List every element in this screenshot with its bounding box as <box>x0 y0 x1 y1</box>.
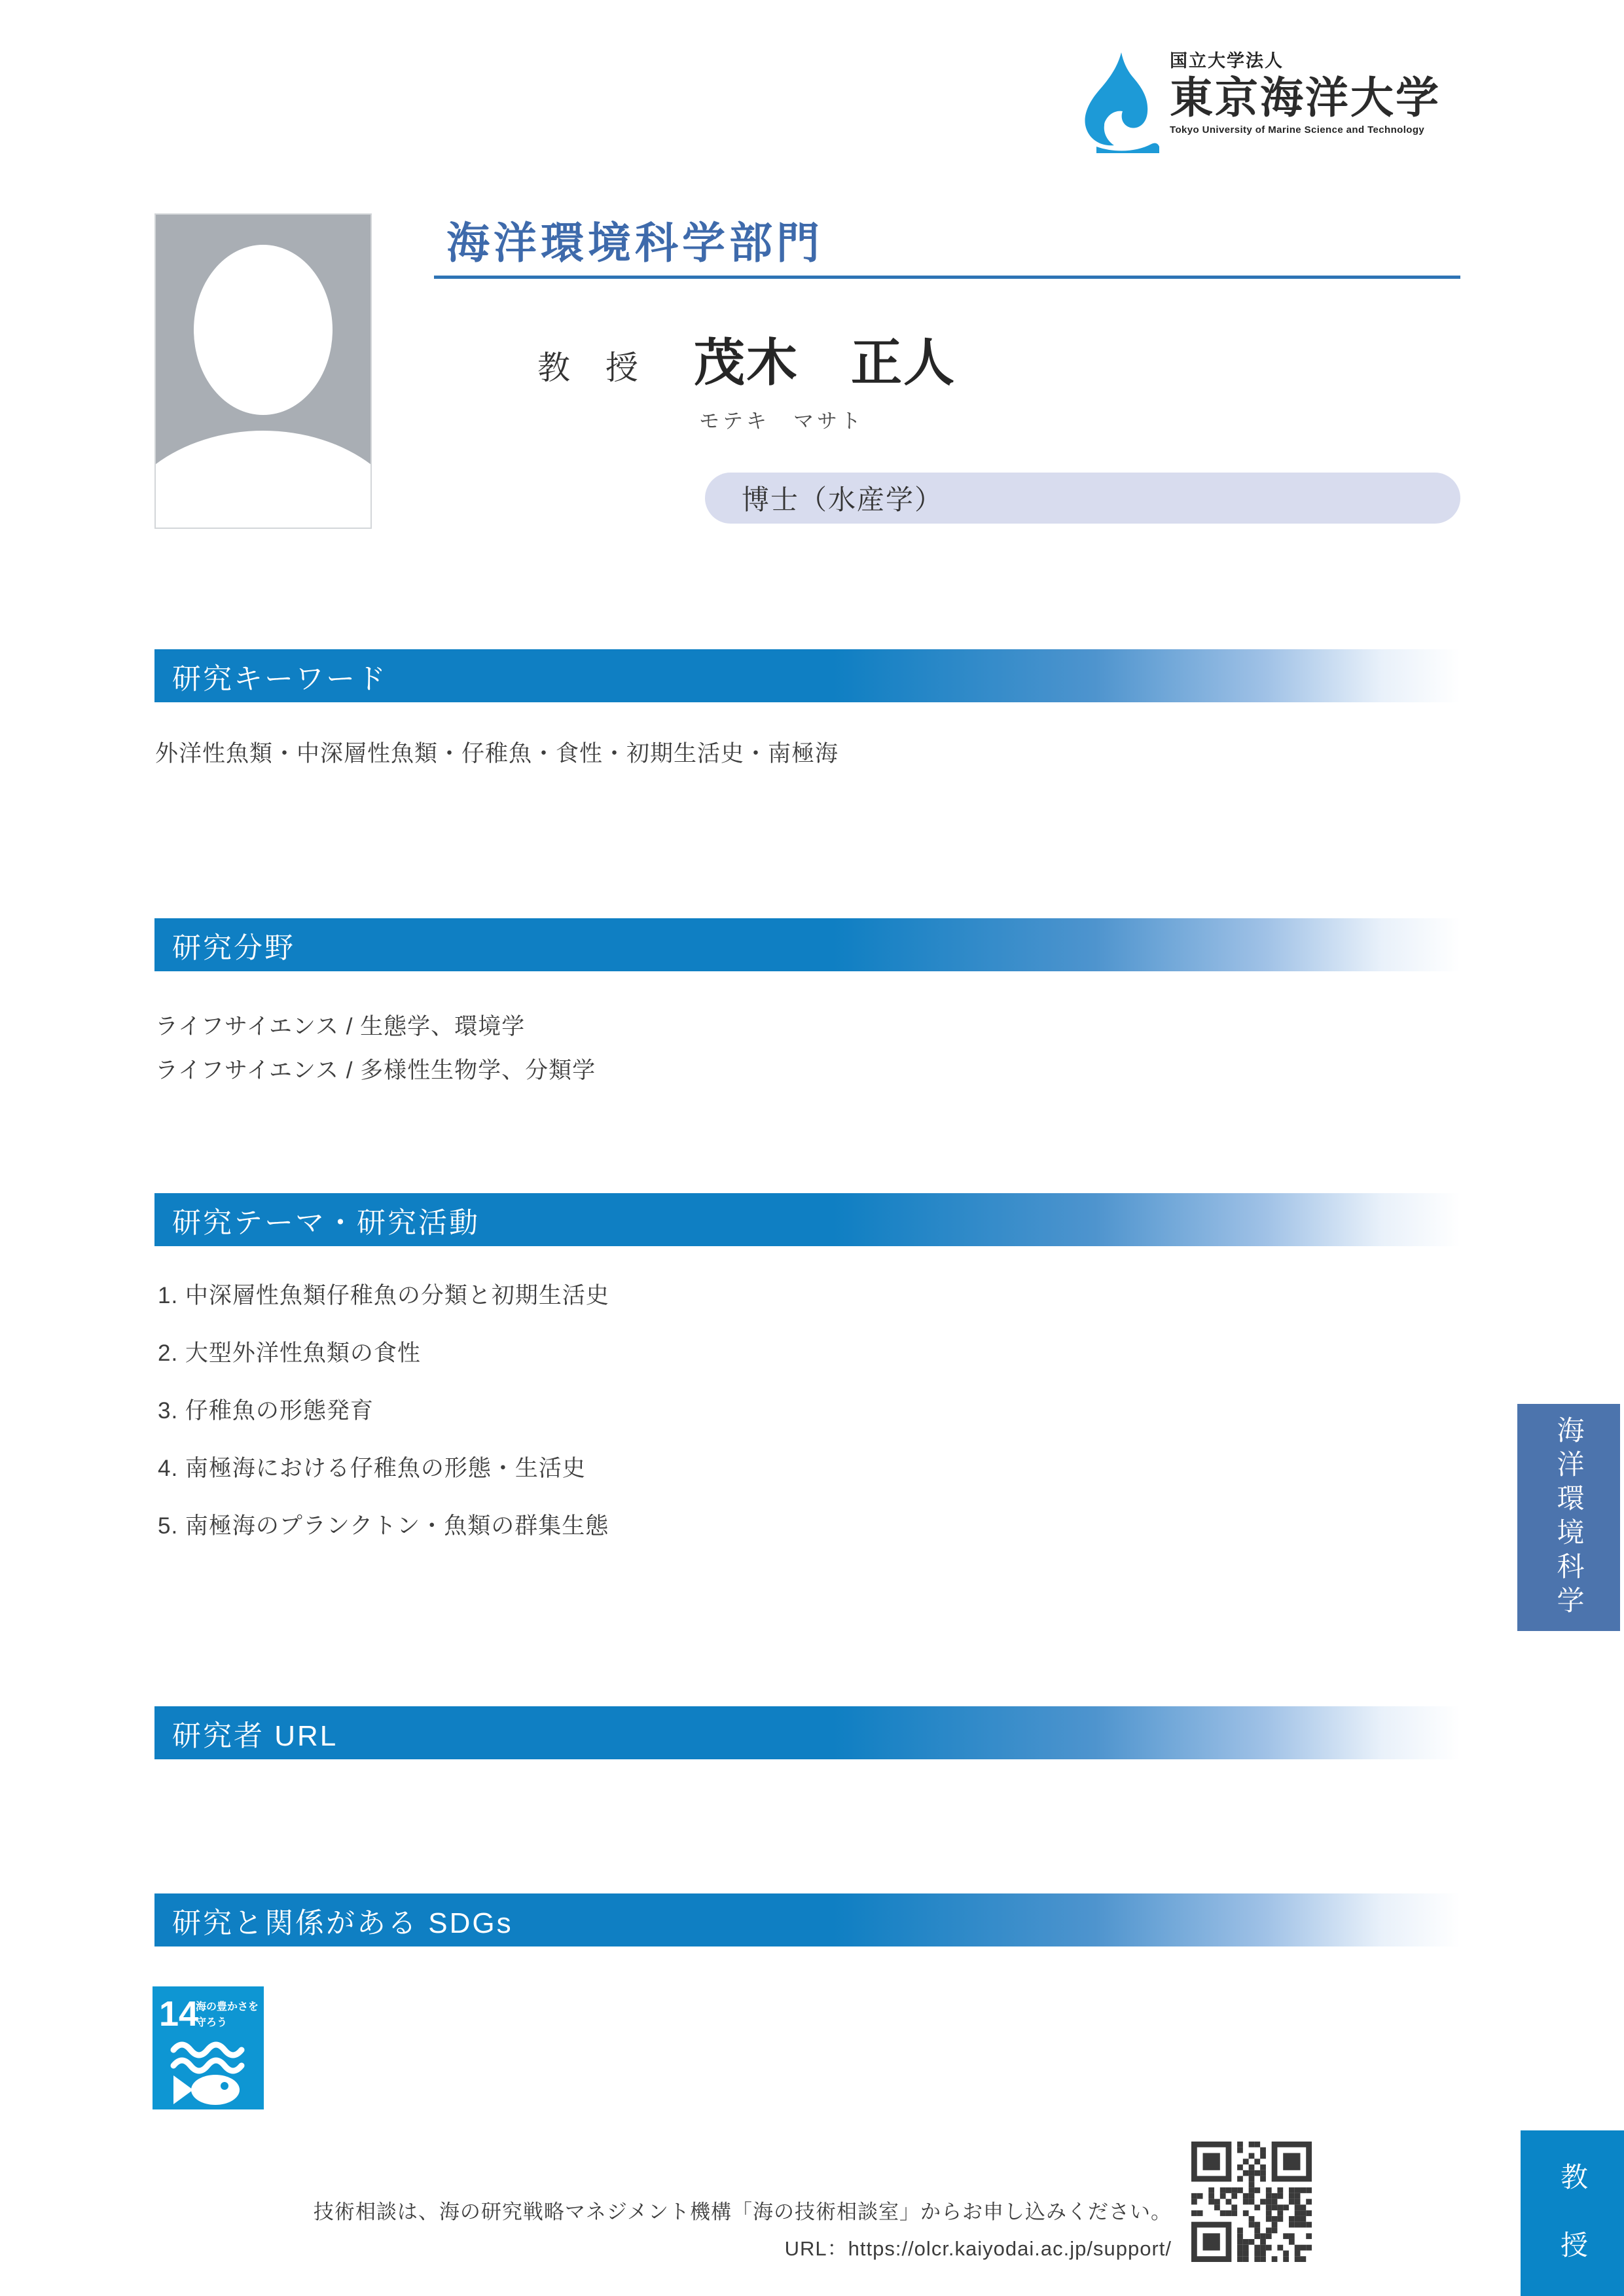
degree-badge-label: 博士（水産学） <box>742 484 944 515</box>
theme-item: 5. 南極海のプランクトン・魚類の群集生態 <box>158 1513 609 1539</box>
sdg14-label-line2: 守ろう <box>196 2017 228 2028</box>
field-item: ライフサイエンス / 多様性生物学、分類学 <box>155 1058 596 1083</box>
profile-photo-placeholder <box>154 213 372 529</box>
theme-item: 3. 仔稚魚の形態発育 <box>158 1398 374 1424</box>
footer-url-line[interactable]: URL：https://olcr.kaiyodai.ac.jp/support/ <box>784 2237 1172 2260</box>
wave-logo-icon <box>1077 51 1159 153</box>
logo-university-name: 東京海洋大学 <box>1170 73 1441 122</box>
silhouette-head <box>194 245 333 415</box>
logo-university-name-en: Tokyo University of Marine Science and Technology <box>1170 124 1425 136</box>
section-heading-text: 研究と関係がある SDGs <box>172 1907 513 1939</box>
side-tab-department-field <box>1517 1404 1620 1631</box>
section-heading-text: 研究キーワード <box>172 662 388 695</box>
position-label: 教 授 <box>537 350 640 386</box>
person-name-kana: モテキ マサト <box>699 410 864 433</box>
sdg14-icon <box>153 1986 264 2109</box>
theme-item: 2. 大型外洋性魚類の食性 <box>158 1340 421 1366</box>
sdg14-label-line1: 海の豊かさを <box>196 2001 259 2013</box>
section-header-keywords <box>154 649 1460 702</box>
footer-note-line: 技術相談は、海の研究戦略マネジメント機構「海の技術相談室」からお申し込みください。 <box>313 2200 1172 2223</box>
person-name: 茂木 正人 <box>694 334 956 391</box>
section-header-researcher-url <box>154 1706 1460 1759</box>
degree-badge <box>705 473 1460 524</box>
section-header-sdgs <box>154 1893 1460 1946</box>
section-heading-text: 研究者 URL <box>172 1719 338 1752</box>
qr-code <box>1191 2142 1312 2262</box>
field-item: ライフサイエンス / 生態学、環境学 <box>155 1014 526 1039</box>
side-tab-label: 海洋環境科学 <box>1553 1415 1585 1620</box>
side-tab-label: 教 授 <box>1557 2162 1588 2265</box>
department-title: 海洋環境科学部門 <box>446 219 823 267</box>
section-header-fields <box>154 918 1460 971</box>
section-heading-text: 研究テーマ・研究活動 <box>172 1206 480 1239</box>
section-heading-text: 研究分野 <box>172 931 295 964</box>
title-divider <box>434 276 1460 279</box>
theme-item: 1. 中深層性魚類仔稚魚の分類と初期生活史 <box>158 1283 609 1308</box>
footer-contact-note <box>314 2194 1172 2267</box>
theme-item: 4. 南極海における仔稚魚の形態・生活史 <box>158 1456 586 1481</box>
sdg14-number: 14 <box>159 1994 199 2034</box>
logo-org-type: 国立大学法人 <box>1170 51 1284 71</box>
silhouette-shoulders <box>154 431 372 529</box>
side-tab-position <box>1521 2130 1624 2296</box>
keywords-text: 外洋性魚類・中深層性魚類・仔稚魚・食性・初期生活史・南極海 <box>155 741 839 766</box>
section-header-themes <box>154 1193 1460 1246</box>
university-logo <box>1077 51 1441 153</box>
